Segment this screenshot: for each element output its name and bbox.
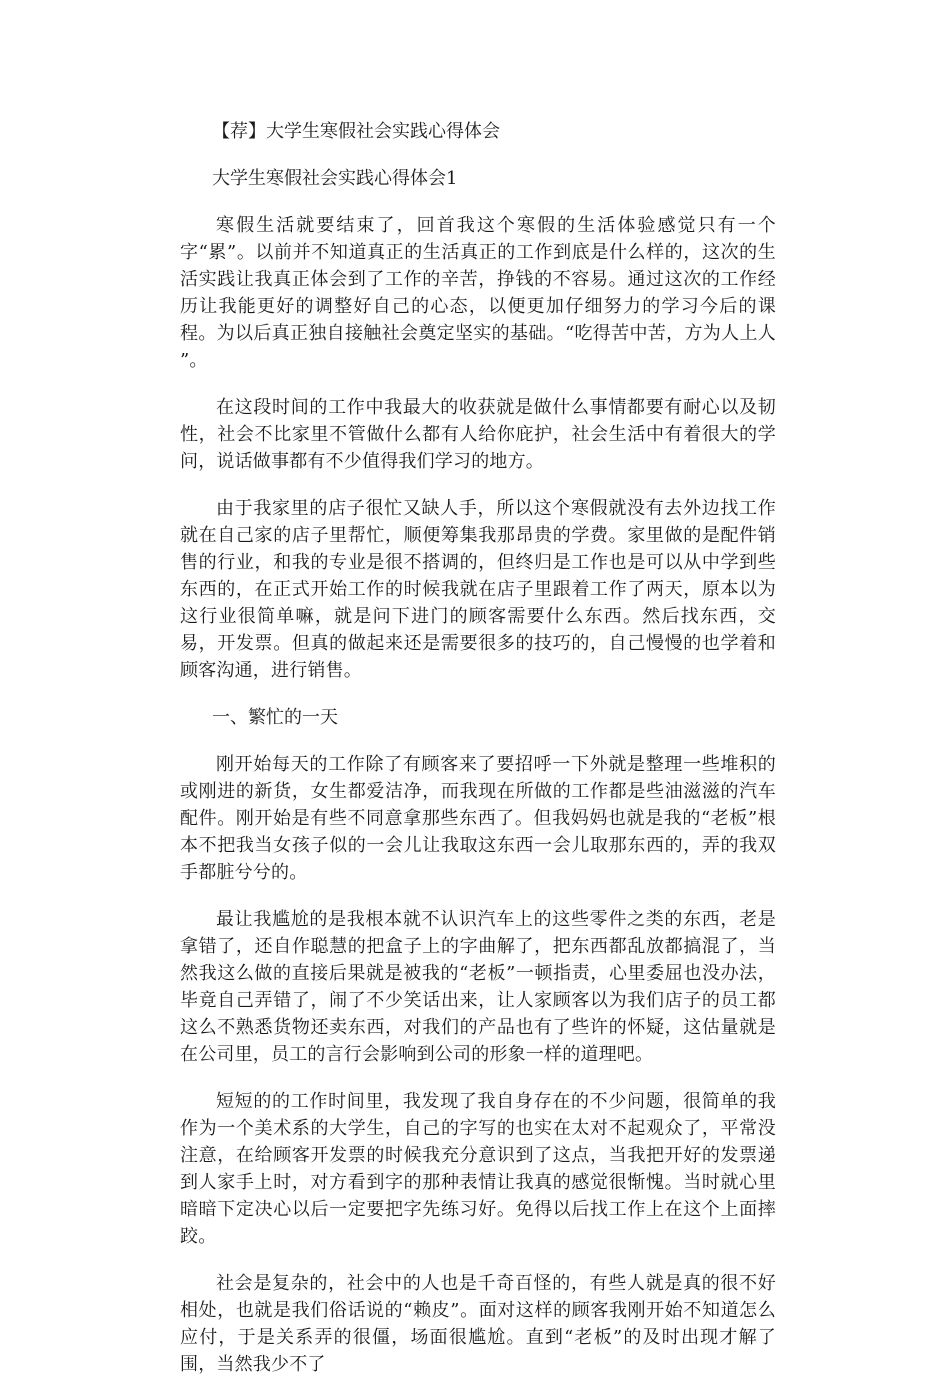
body-paragraph: 最让我尴尬的是我根本就不认识汽车上的这些零件之类的东西，老是拿错了，还自作聪慧的把盒子上的字曲解了，把东西都乱放都搞混了，当然我这么做的直接后果就是被我的“老板”一顿指责，心里委屈也没办法，毕竟自己弄错了，闹了不少笑话出来，让人家顾客以为我们店子的员工都这么不熟悉货物还卖东西，对我们的产品也有了些许的怀疑，这估量就是在公司里，员工的言行会影响到公司的形象一样的道理吧。 — [180, 909, 776, 1065]
document-title: 【荐】大学生寒假社会实践心得体会 — [212, 121, 500, 142]
body-paragraph: 刚开始每天的工作除了有顾客来了要招呼一下外就是整理一些堆积的或刚进的新货，女生都爱洁净，而我现在所做的工作都是些油滋滋的汽车配件。刚开始是有些不同意拿那些东西了。但我妈妈也就是我的“老板”根本不把我当女孩子似的一会儿让我取这东西一会儿取那东西的，弄的我双手都脏兮兮的。 — [180, 754, 776, 883]
section-heading: 一、繁忙的一天 — [212, 707, 338, 728]
body-paragraph: 短短的的工作时间里，我发现了我自身存在的不少问题，很简单的我作为一个美术系的大学生，自己的字写的也实在太对不起观众了，平常没注意，在给顾客开发票的时候我充分意识到了这点，当我把开好的发票递到人家手上时，对方看到字的那种表情让我真的感觉很惭愧。当时就心里暗暗下定决心以后一定要把字先练习好。免得以后找工作上在这个上面摔跤。 — [180, 1091, 776, 1247]
document-subtitle: 大学生寒假社会实践心得体会1 — [212, 168, 458, 189]
document-page — [180, 118, 776, 1398]
body-paragraph: 由于我家里的店子很忙又缺人手，所以这个寒假就没有去外边找工作就在自己家的店子里帮忙，顺便筹集我那昂贵的学费。家里做的是配件销售的行业，和我的专业是很不搭调的，但终归是工作也是可以从中学到些东西的，在正式开始工作的时候我就在店子里跟着工作了两天，原本以为这行业很简单嘛，就是问下进门的顾客需要什么东西。然后找东西，交易，开发票。但真的做起来还是需要很多的技巧的，自己慢慢的也学着和顾客沟通，进行销售。 — [180, 498, 776, 681]
body-paragraph: 寒假生活就要结束了，回首我这个寒假的生活体验感觉只有一个字“累”。以前并不知道真正的生活真正的工作到底是什么样的，这次的生活实践让我真正体会到了工作的辛苦，挣钱的不容易。通过这次的工作经历让我能更好的调整好自己的心态，以便更加仔细努力的学习今后的课程。为以后真正独自接触社会奠定坚实的基础。“吃得苦中苦，方为人上人 ”。 — [180, 215, 776, 371]
body-paragraph: 在这段时间的工作中我最大的收获就是做什么事情都要有耐心以及韧性，社会不比家里不管做什么都有人给你庇护，社会生活中有着很大的学问，说话做事都有不少值得我们学习的地方。 — [180, 397, 776, 472]
body-paragraph: 社会是复杂的，社会中的人也是千奇百怪的，有些人就是真的很不好相处，也就是我们俗话说的“赖皮”。面对这样的顾客我刚开始不知道怎么应付，于是关系弄的很僵，场面很尴尬。直到“老板”的及时出现才解了围，当然我少不了 — [180, 1273, 776, 1375]
